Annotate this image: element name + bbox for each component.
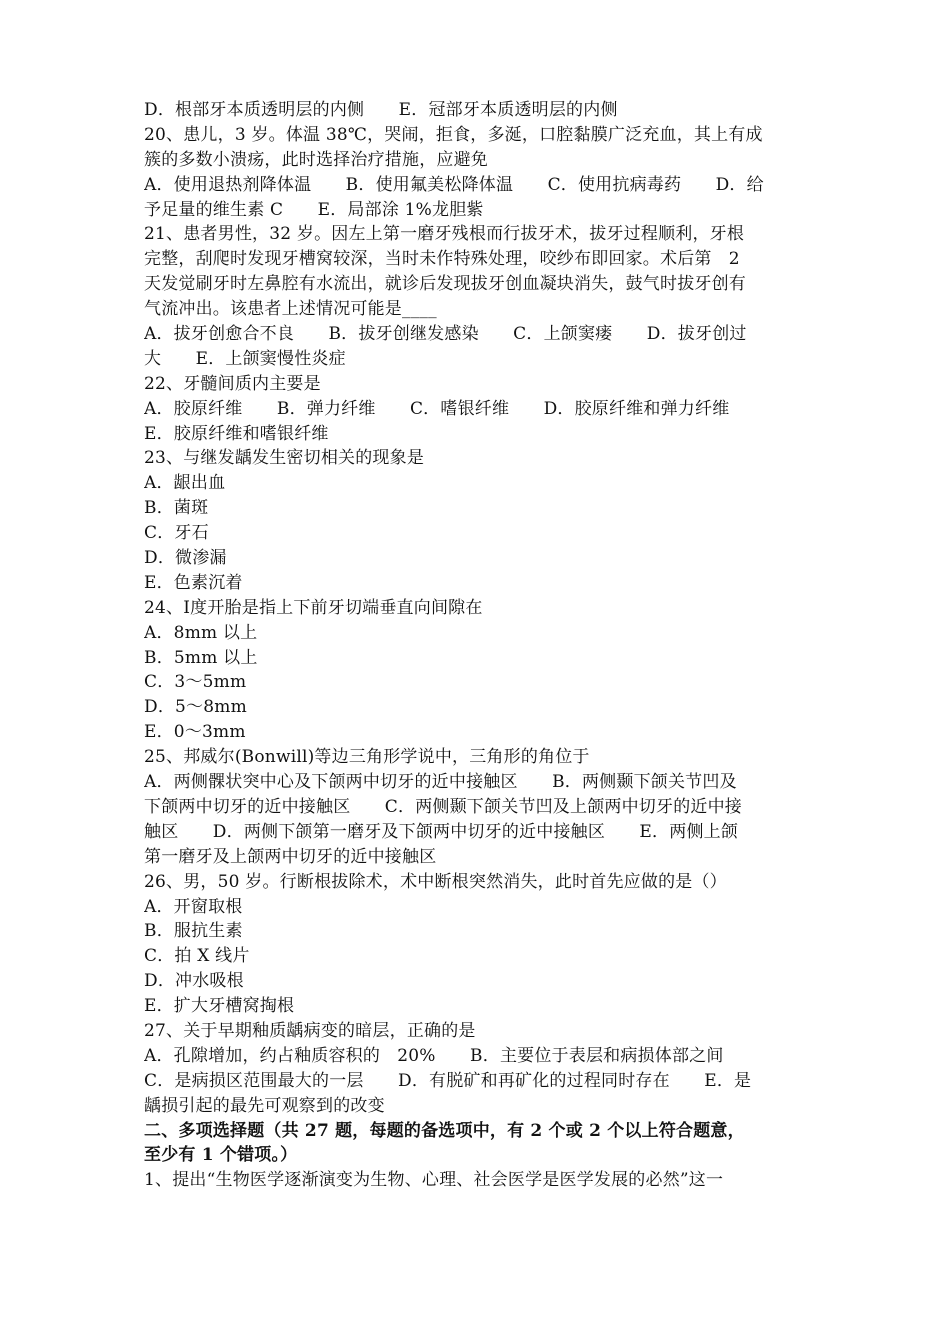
option-d: D．5～8mm bbox=[144, 697, 247, 718]
options-line: A．拔牙创愈合不良 B．拔牙创继发感染 C．上颌窦瘘 D．拔牙创过 bbox=[144, 324, 747, 345]
question-26: 26、男，50 岁。行断根拔除术，术中断根突然消失，此时首先应做的是（） bbox=[144, 871, 727, 892]
option-d: D．冲水吸根 bbox=[144, 971, 244, 992]
section-heading: 二、多项选择题（共 27 题，每题的备选项中，有 2 个或 2 个以上符合题意， bbox=[144, 1120, 745, 1141]
option-a: A．开窗取根 bbox=[144, 896, 243, 917]
question-25: 25、邦威尔(Bonwill)等边三角形学说中，三角形的角位于 bbox=[144, 747, 590, 768]
question-20: 20、患儿，3 岁。体温 38℃，哭闹，拒食，多涎，口腔黏膜广泛充血，其上有成 bbox=[144, 124, 763, 145]
option-d: D．微渗漏 bbox=[144, 548, 227, 569]
multi-question-1: 1、提出“生物医学逐渐演变为生物、心理、社会医学是医学发展的必然”这一 bbox=[144, 1170, 724, 1191]
question-21: 21、患者男性，32 岁。因左上第一磨牙残根而行拔牙术，拔牙过程顺利，牙根 bbox=[144, 224, 745, 245]
section-heading: 至少有 1 个错项。） bbox=[144, 1145, 298, 1166]
option-e: E．色素沉着 bbox=[144, 572, 243, 593]
options-line: A．使用退热剂降体温 B．使用氟美松降体温 C．使用抗病毒药 D．给 bbox=[144, 174, 764, 195]
question-22: 22、牙髓间质内主要是 bbox=[144, 373, 321, 394]
text-line: D．根部牙本质透明层的内侧 E．冠部牙本质透明层的内侧 bbox=[144, 100, 618, 120]
option-c: C．3～5mm bbox=[144, 672, 247, 693]
question-27: 27、关于早期釉质龋病变的暗层，正确的是 bbox=[144, 1020, 476, 1041]
options-line: A．孔隙增加，约占釉质容积的 20% B．主要位于表层和病损体部之间 bbox=[144, 1045, 724, 1066]
options-line: 下颌两中切牙的近中接触区 C．两侧颞下颌关节凹及上颌两中切牙的近中接 bbox=[144, 796, 743, 817]
text-line: 完整，刮爬时发现牙槽窝较深，当时未作特殊处理，咬纱布即回家。术后第 2 bbox=[144, 249, 740, 270]
question-23: 23、与继发龋发生密切相关的现象是 bbox=[144, 448, 425, 469]
question-24: 24、Ⅰ度开胎是指上下前牙切端垂直向间隙在 bbox=[144, 597, 483, 618]
option-a: A．龈出血 bbox=[144, 473, 226, 494]
option-c: C．牙石 bbox=[144, 523, 209, 544]
options-line: A．两侧髁状突中心及下颌两中切牙的近中接触区 B．两侧颞下颌关节凹及 bbox=[144, 772, 737, 793]
options-line: 予足量的维生素 C E．局部涂 1%龙胆紫 bbox=[144, 199, 484, 220]
options-line: 第一磨牙及上颌两中切牙的近中接触区 bbox=[144, 846, 437, 867]
document-page bbox=[144, 98, 810, 1193]
options-line: 大 E．上颌窦慢性炎症 bbox=[144, 348, 346, 369]
options-line: C．是病损区范围最大的一层 D．有脱矿和再矿化的过程同时存在 E．是 bbox=[144, 1070, 752, 1091]
options-line: 触区 D．两侧下颌第一磨牙及下颌两中切牙的近中接触区 E．两侧上颌 bbox=[144, 821, 739, 842]
option-c: C．拍 X 线片 bbox=[144, 946, 250, 967]
option-b: B．5mm 以上 bbox=[144, 647, 258, 668]
text-line: 气流冲出。该患者上述情况可能是____ bbox=[144, 299, 437, 320]
options-line: E．胶原纤维和嗜银纤维 bbox=[144, 423, 329, 444]
option-e: E．0～3mm bbox=[144, 722, 246, 743]
option-a: A．8mm 以上 bbox=[144, 622, 258, 643]
option-b: B．菌斑 bbox=[144, 498, 209, 519]
option-e: E．扩大牙槽窝掏根 bbox=[144, 996, 295, 1017]
options-line: 龋损引起的最先可观察到的改变 bbox=[144, 1095, 385, 1116]
text-line: 簇的多数小溃疡，此时选择治疗措施，应避免 bbox=[144, 149, 488, 170]
option-b: B．服抗生素 bbox=[144, 921, 243, 942]
text-line: 天发觉刷牙时左鼻腔有水流出，就诊后发现拔牙创血凝块消失，鼓气时拔牙创有 bbox=[144, 274, 746, 295]
options-line: A．胶原纤维 B．弹力纤维 C．嗜银纤维 D．胶原纤维和弹力纤维 bbox=[144, 398, 730, 419]
